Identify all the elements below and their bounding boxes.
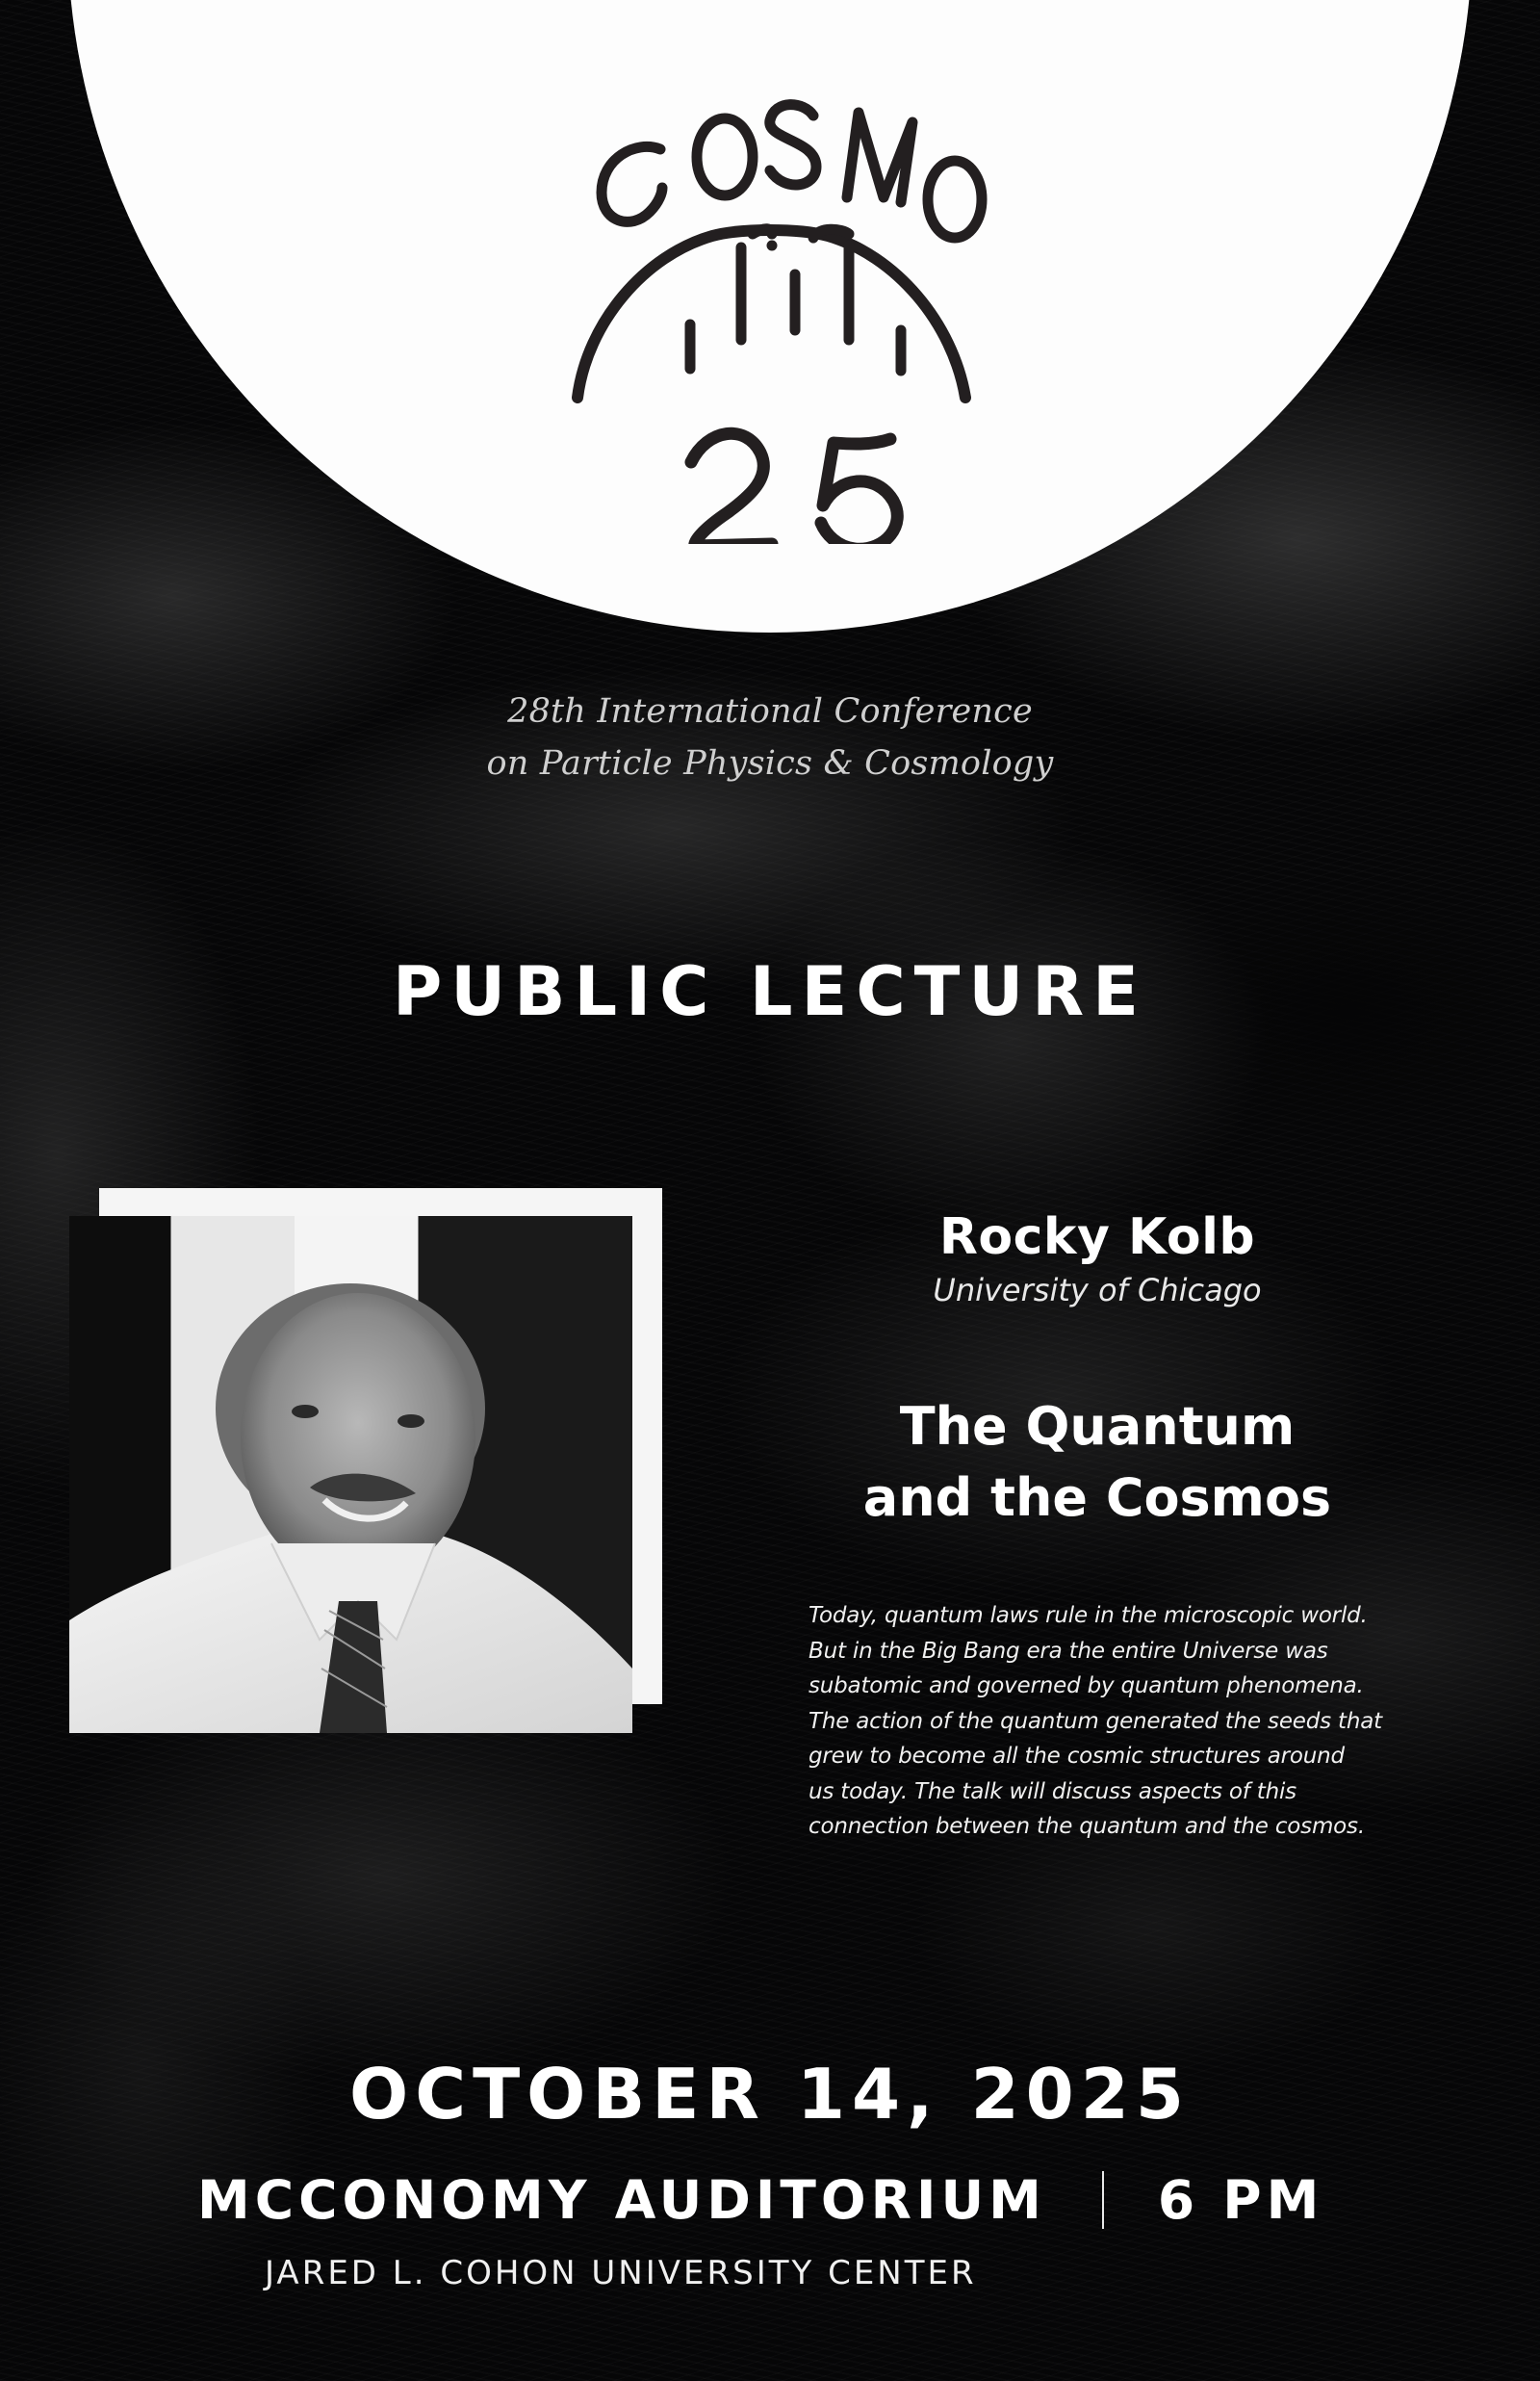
abstract-line: connection between the quantum and the cosmos. [808,1814,1365,1839]
abstract-line: grew to become all the cosmic structures around [808,1744,1345,1769]
event-time: 6 PM [1157,2169,1324,2231]
talk-title-line-1: The Quantum [899,1396,1296,1457]
speaker-name: Rocky Kolb [938,1208,1256,1266]
abstract-line: subatomic and governed by quantum phenomena. [808,1673,1364,1698]
event-type-heading: PUBLIC LECTURE [393,952,1147,1031]
dome-arc-logo-icon [549,91,991,544]
talk-abstract [808,1598,1405,1845]
abstract-line: But in the Big Bang era the entire Universe was [808,1638,1328,1664]
event-date: OCTOBER 14, 2025 [349,2054,1191,2135]
conference-line-2: on Particle Physics & Cosmology [486,744,1054,783]
speaker-affiliation: University of Chicago [933,1272,1262,1308]
venue-name: MCCONOMY AUDITORIUM [197,2169,1046,2231]
building-name: JARED L. COHON UNIVERSITY CENTER [265,2254,977,2292]
abstract-line: us today. The talk will discuss aspects of this [808,1778,1296,1804]
conference-subtitle [0,686,1540,789]
venue-time-divider [1102,2171,1104,2229]
speaker-portrait-photo [69,1216,632,1733]
talk-title-line-2: and the Cosmos [862,1467,1332,1528]
cosmo25-logo [549,91,991,544]
portrait-icon [69,1216,632,1733]
venue-time-row [197,2161,1323,2239]
abstract-line: Today, quantum laws rule in the microscopic world. [808,1603,1368,1628]
abstract-line: The action of the quantum generated the seeds that [808,1708,1382,1734]
conference-line-1: 28th International Conference [507,692,1033,731]
talk-title [847,1391,1348,1534]
